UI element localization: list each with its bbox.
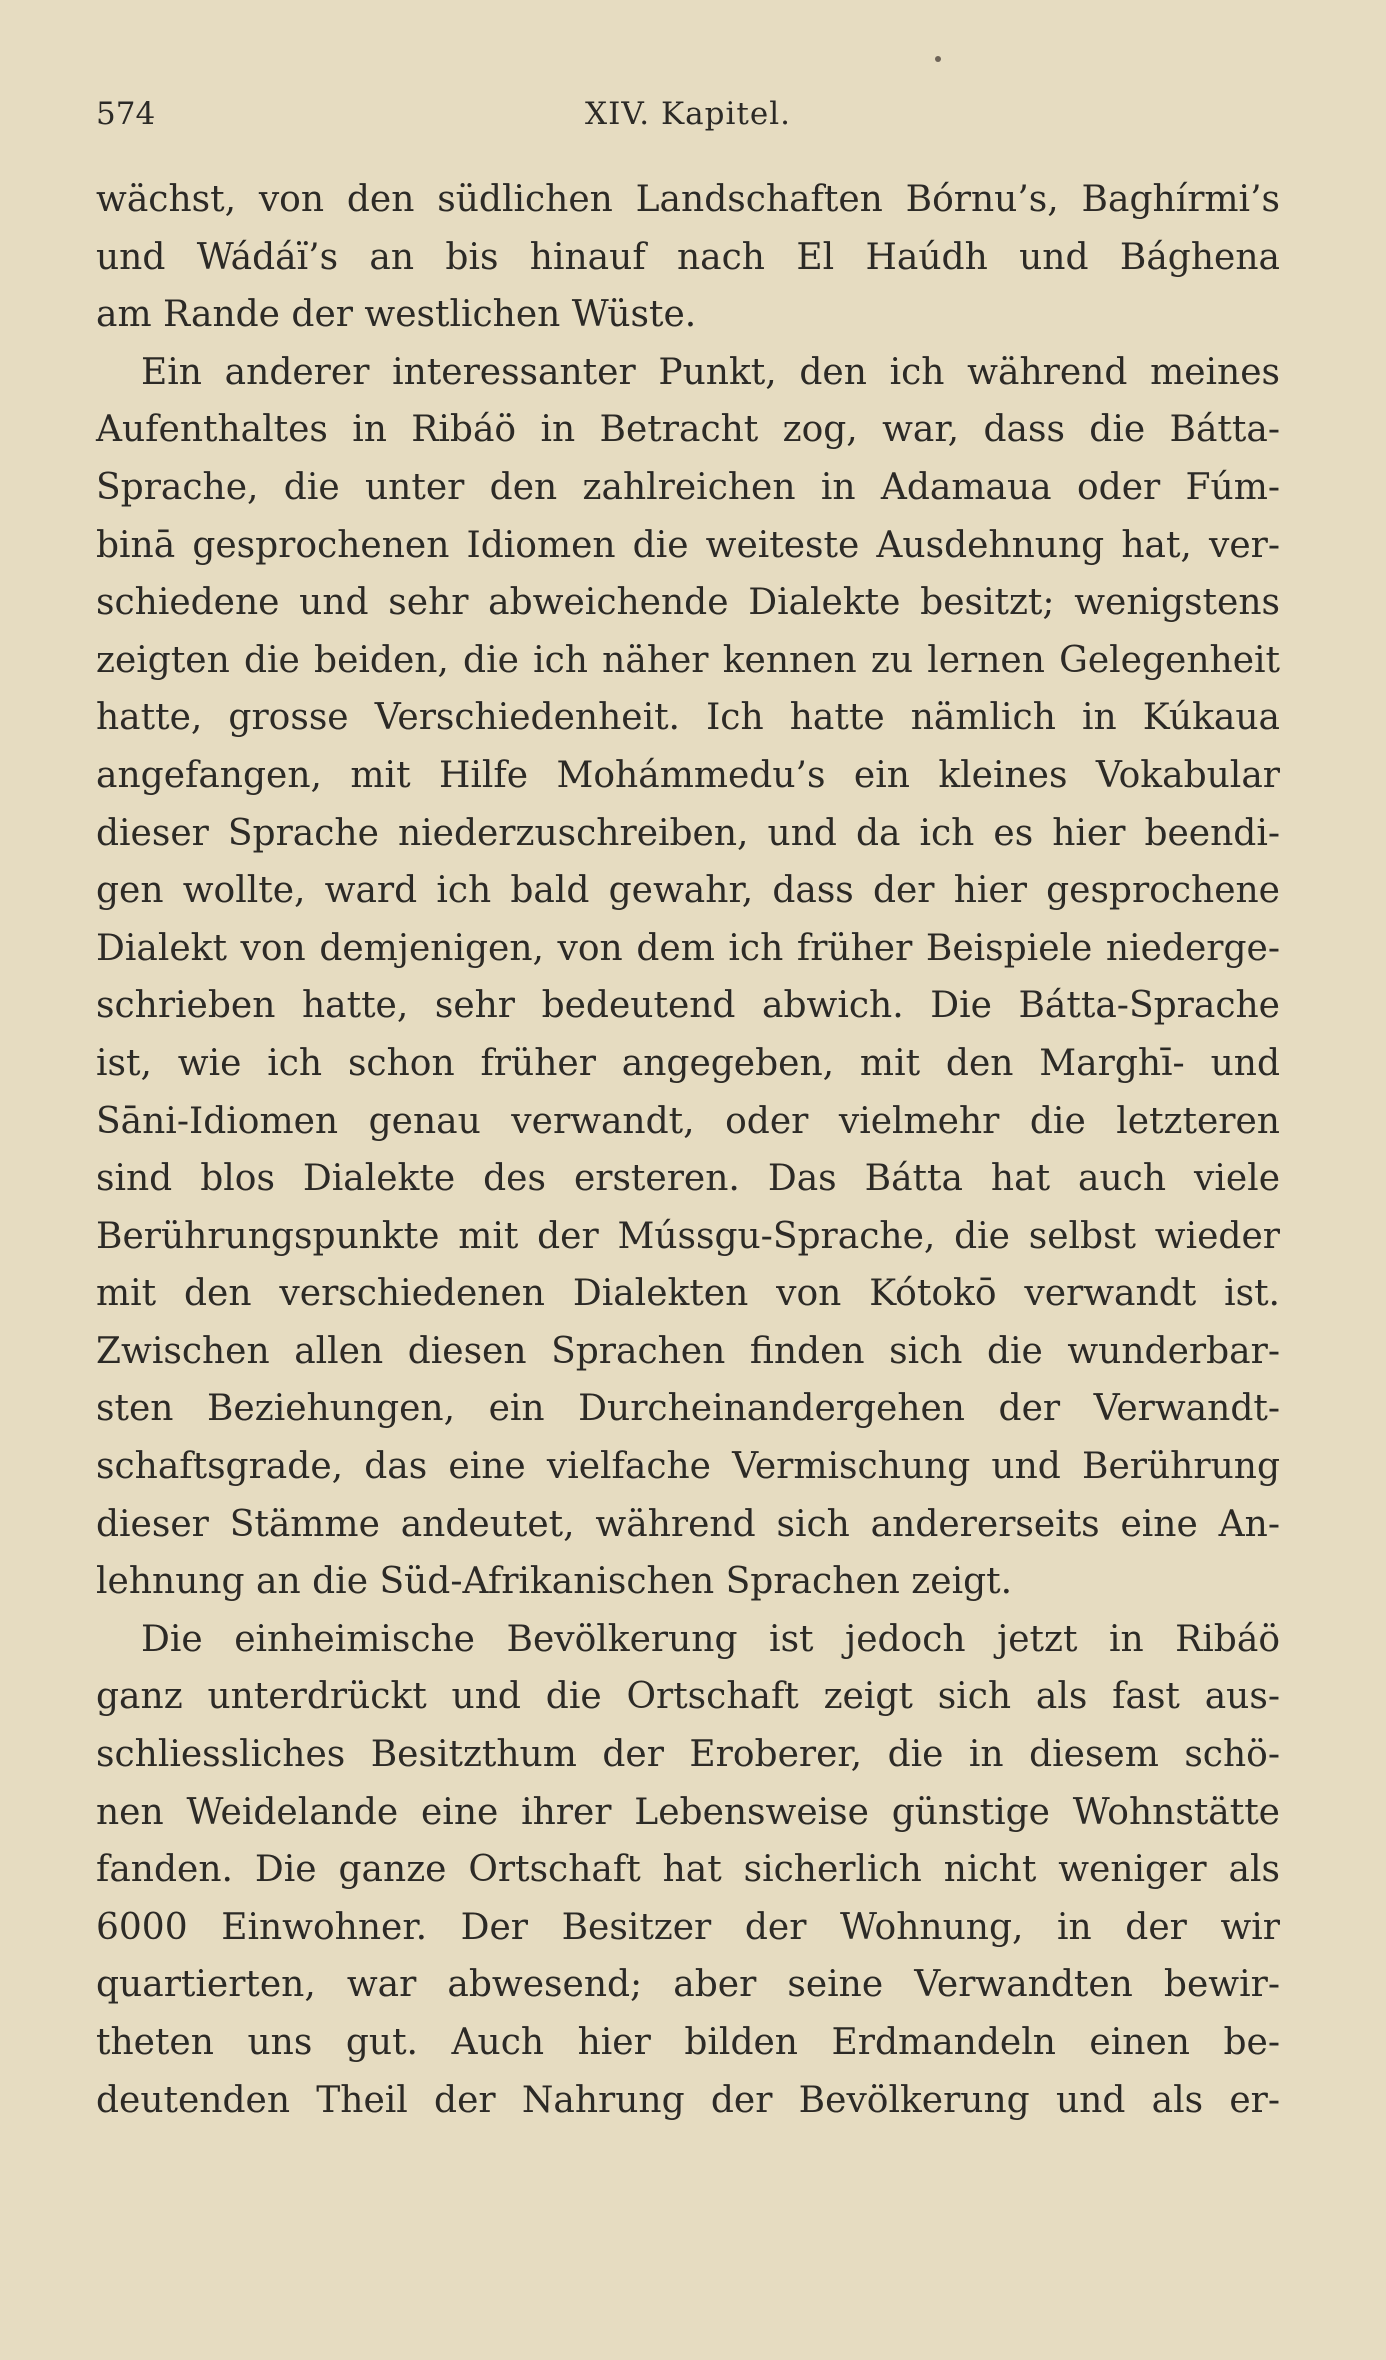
text-line: binā gesprochenen Idiomen die weiteste Ausdehnung hat, ver- bbox=[96, 524, 1280, 566]
text-line: hatte, grosse Verschiedenheit. Ich hatte nämlich in Kúkaua bbox=[96, 697, 1280, 739]
text-line: mit den verschiedenen Dialekten von Kótokō verwandt ist. bbox=[96, 1273, 1280, 1315]
text-line: gen wollte, ward ich bald gewahr, dass der hier gesprochene bbox=[96, 870, 1280, 912]
text-line: Ein anderer interessanter Punkt, den ich während meines bbox=[141, 351, 1280, 393]
text-line: dieser Stämme andeutet, während sich andererseits eine An- bbox=[96, 1503, 1280, 1545]
page-number: 574 bbox=[96, 96, 156, 132]
text-line: schaftsgrade, das eine vielfache Vermischung und Berührung bbox=[96, 1446, 1280, 1488]
text-line: schliessliches Besitzthum der Eroberer, die in diesem schö- bbox=[96, 1734, 1280, 1776]
running-head: XIV. Kapitel. bbox=[585, 96, 791, 132]
text-line: fanden. Die ganze Ortschaft hat sicherlich nicht weniger als bbox=[96, 1849, 1280, 1891]
text-line: Aufenthaltes in Ribáö in Betracht zog, war, dass die Bátta- bbox=[96, 409, 1280, 451]
text-line: Sāni-Idiomen genau verwandt, oder vielmehr die letzteren bbox=[96, 1100, 1280, 1142]
page-header bbox=[96, 96, 1280, 146]
text-line: nen Weidelande eine ihrer Lebensweise günstige Wohnstätte bbox=[96, 1791, 1280, 1833]
text-line: und Wádáï’s an bis hinauf nach El Haúdh und Bághena bbox=[96, 236, 1280, 278]
text-line: Berührungspunkte mit der Mússgu-Sprache, die selbst wieder bbox=[96, 1215, 1280, 1257]
text-line: quartierten, war abwesend; aber seine Verwandten bewir- bbox=[96, 1964, 1280, 2006]
text-line: ganz unterdrückt und die Ortschaft zeigt sich als fast aus- bbox=[96, 1676, 1280, 1718]
text-line: 6000 Einwohner. Der Besitzer der Wohnung, in der wir bbox=[96, 1906, 1280, 1948]
body-text bbox=[96, 171, 1280, 2129]
text-line: lehnung an die Süd-Afrikanischen Sprachen zeigt. bbox=[96, 1561, 1013, 1603]
text-line: deutenden Theil der Nahrung der Bevölkerung und als er- bbox=[96, 2079, 1280, 2121]
text-line: am Rande der westlichen Wüste. bbox=[96, 294, 697, 336]
text-line: Zwischen allen diesen Sprachen finden sich die wunderbar- bbox=[96, 1330, 1280, 1372]
text-line: ist, wie ich schon früher angegeben, mit den Marghī- und bbox=[96, 1042, 1280, 1084]
text-line: zeigten die beiden, die ich näher kennen zu lernen Gelegenheit bbox=[96, 639, 1280, 681]
text-line: Sprache, die unter den zahlreichen in Adamaua oder Fúm- bbox=[96, 466, 1280, 508]
print-speck bbox=[935, 56, 941, 62]
text-line: Die einheimische Bevölkerung ist jedoch jetzt in Ribáö bbox=[141, 1618, 1280, 1660]
text-line: Dialekt von demjenigen, von dem ich früher Beispiele niederge- bbox=[96, 927, 1280, 969]
text-line: schiedene und sehr abweichende Dialekte besitzt; wenigstens bbox=[96, 582, 1280, 624]
text-line: schrieben hatte, sehr bedeutend abwich. Die Bátta-Sprache bbox=[96, 985, 1280, 1027]
text-line: dieser Sprache niederzuschreiben, und da ich es hier beendi- bbox=[96, 812, 1280, 854]
text-line: theten uns gut. Auch hier bilden Erdmandeln einen be- bbox=[96, 2022, 1280, 2063]
text-line: wächst, von den südlichen Landschaften Bórnu’s, Baghírmi’s bbox=[96, 179, 1280, 220]
text-line: angefangen, mit Hilfe Mohámmedu’s ein kleines Vokabular bbox=[96, 754, 1280, 796]
text-line: sind blos Dialekte des ersteren. Das Bátta hat auch viele bbox=[96, 1158, 1280, 1200]
text-line: sten Beziehungen, ein Durcheinandergehen der Verwandt- bbox=[96, 1388, 1280, 1430]
